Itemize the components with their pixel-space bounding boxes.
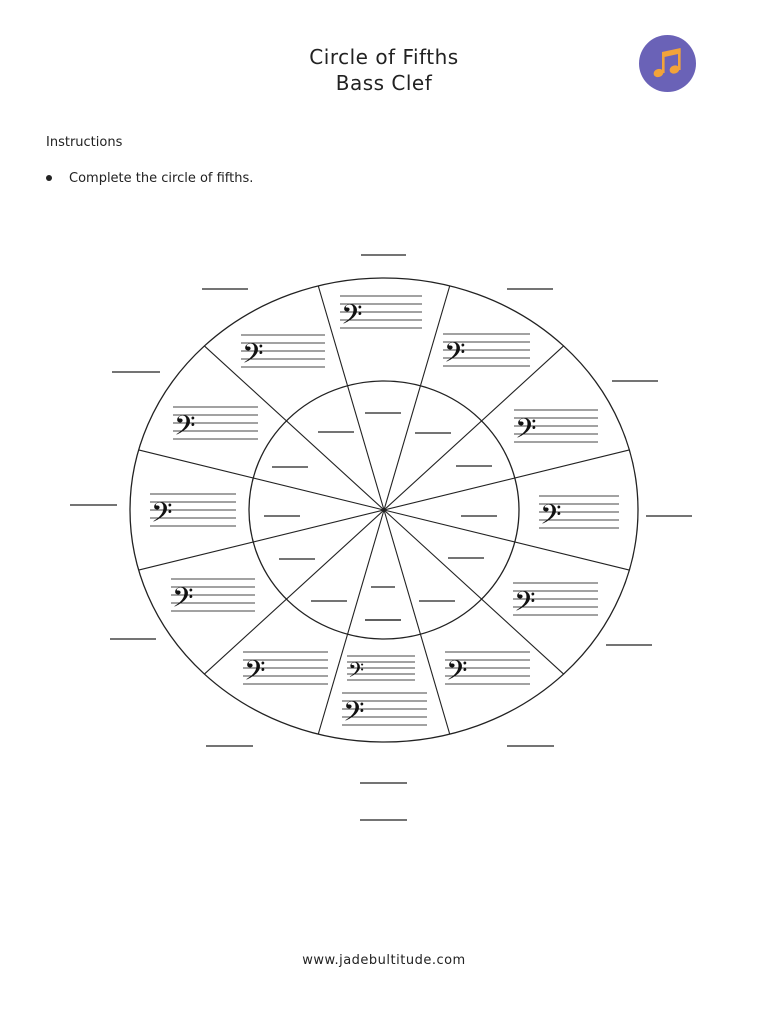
staff (347, 656, 415, 687)
segment-divider (384, 510, 629, 570)
bass-clef-icon: 𝄢 (446, 654, 468, 693)
segment-divider (139, 450, 384, 510)
staff (445, 652, 530, 693)
footer-url: www.jadebultitude.com (302, 953, 466, 968)
staff (150, 494, 236, 535)
bass-clef-icon: 𝄢 (514, 585, 536, 624)
segment-divider (384, 450, 629, 510)
staff (513, 583, 598, 624)
bass-clef-icon: 𝄢 (174, 409, 196, 448)
staff (514, 410, 598, 451)
segment-divider (204, 346, 384, 510)
title-line-2: Bass Clef (335, 71, 433, 95)
segment-divider (204, 510, 384, 674)
staff (539, 496, 619, 537)
staff (342, 693, 427, 734)
staff (241, 335, 325, 376)
bass-clef-icon: 𝄢 (242, 337, 264, 376)
staff (173, 407, 258, 448)
bass-clef-icon: 𝄢 (341, 298, 363, 337)
title-line-1: Circle of Fifths (309, 45, 459, 69)
segment-divider (384, 510, 564, 674)
segment-divider (384, 346, 564, 510)
staff (340, 296, 422, 337)
staff (171, 579, 255, 620)
bass-clef-icon: 𝄢 (244, 654, 266, 693)
segment-divider (384, 286, 450, 510)
staff (443, 334, 530, 375)
segment-divider (384, 510, 450, 734)
bass-clef-icon: 𝄢 (343, 695, 365, 734)
instructions-heading: Instructions (46, 135, 123, 150)
staves-group (150, 296, 619, 734)
bass-clef-icon: 𝄢 (444, 336, 466, 375)
bass-clef-icon: 𝄢 (540, 498, 562, 537)
staff (243, 652, 328, 693)
bass-clef-icon: 𝄢 (515, 412, 537, 451)
instruction-text: Complete the circle of fifths. (69, 171, 254, 186)
bass-clef-icon: 𝄢 (348, 658, 365, 687)
bass-clef-icon: 𝄢 (172, 581, 194, 620)
bass-clef-icon: 𝄢 (151, 496, 173, 535)
answer-blanks (70, 255, 692, 820)
segment-divider (139, 510, 384, 570)
